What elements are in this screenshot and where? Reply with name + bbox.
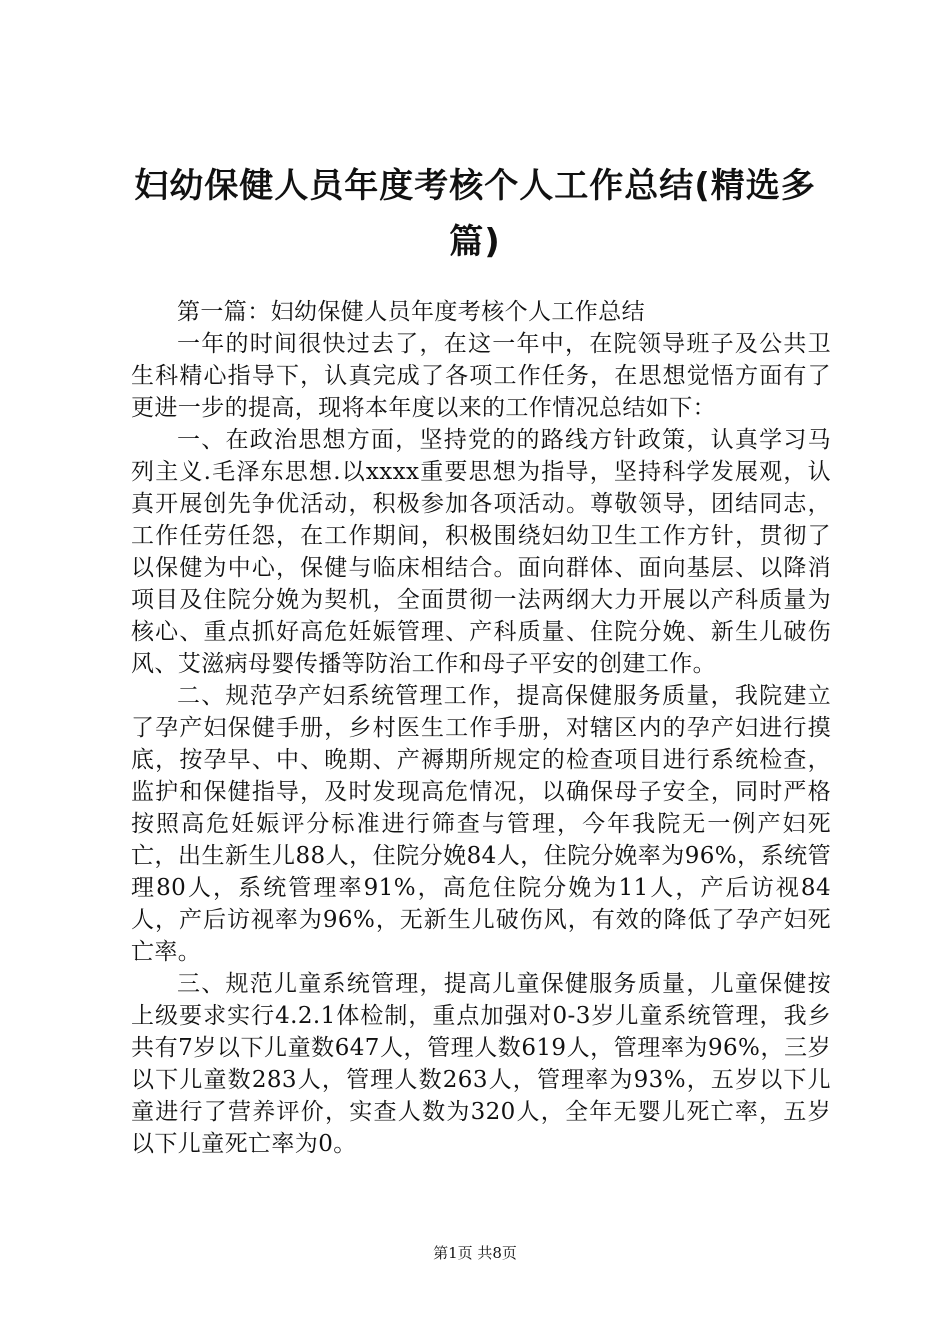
maternal-management-paragraph: 二、规范孕产妇系统管理工作，提高保健服务质量，我院建立了孕产妇保健手册，乡村医生工作手册，对辖区内的孕产妇进行摸底，按孕早、中、晚期、产褥期所规定的检查项目进行系统检查，监护和保健指导，及时发现高危情况，以确保母子安全，同时严格按照高危妊娠评分标准进行筛查与管理，今年我院无一例产妇死亡，出生新生儿88人，住院分娩84人，住院分娩率为96%，系统管理80人，系统管理率91%，高危住院分娩为11人，产后访视84人，产后访视率为96%，无新生儿破伤风，有效的降低了孕产妇死亡率。: [131, 683, 831, 965]
child-management-paragraph: 三、规范儿童系统管理，提高儿童保健服务质量，儿童保健按上级要求实行4.2.1体检制，重点加强对0-3岁儿童系统管理，我乡共有7岁以下儿童数647人，管理人数619人，管理率为96%，三岁以下儿童数283人，管理人数263人，管理率为93%，五岁以下儿童进行了营养评价，实查人数为320人，全年无婴儿死亡率，五岁以下儿童死亡率为0。: [131, 971, 831, 1157]
document-title: 妇幼保健人员年度考核个人工作总结(精选多篇): [134, 166, 816, 262]
political-thought-paragraph: 一、在政治思想方面，坚持党的的路线方针政策，认真学习马列主义.毛泽东思想.以xxxx重要思想为指导，坚持科学发展观，认真开展创先争优活动，积极参加各项活动。尊敬领导，团结同志，工作任劳任怨，在工作期间，积极围绕妇幼卫生工作方针，贯彻了以保健为中心，保健与临床相结合。面向群体、面向基层、以降消项目及住院分娩为契机，全面贯彻一法两纲大力开展以产科质量为核心、重点抓好高危妊娠管理、产科质量、住院分娩、新生儿破伤风、艾滋病母婴传播等防治工作和母子平安的创建工作。: [131, 427, 831, 677]
page-footer: 第1页 共8页: [433, 1244, 517, 1262]
intro-paragraph: 一年的时间很快过去了，在这一年中，在院领导班子及公共卫生科精心指导下，认真完成了各项工作任务，在思想觉悟方面有了更进一步的提高，现将本年度以来的工作情况总结如下：: [131, 331, 831, 421]
section-heading: 第一篇：妇幼保健人员年度考核个人工作总结: [177, 299, 645, 325]
document-body: [131, 296, 831, 1160]
